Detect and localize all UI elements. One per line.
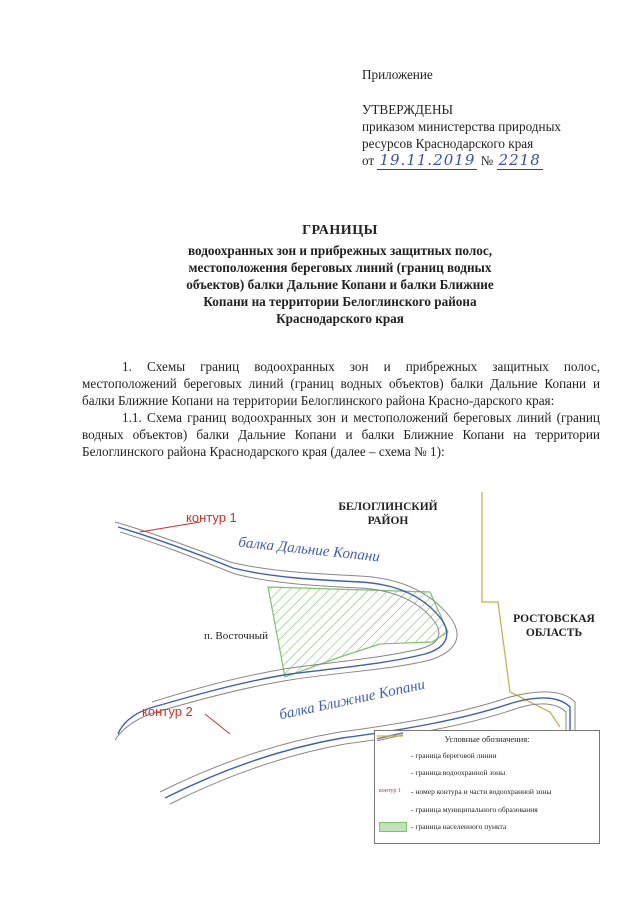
paragraph-1: 1. Схемы границ водоохранных зон и прибрежных защитных полос, местоположений береговых линий (границ водных объектов) балки Дальние Копани и балки Ближние Копани на территории Белоглинского района Красно-дарского края: bbox=[82, 359, 600, 408]
river-1-label: балка Дальние Копани bbox=[237, 534, 381, 566]
title-line-4: Копани на территории Белоглинского района bbox=[203, 294, 477, 309]
title-line-2: местоположения береговых линий (границ водных bbox=[188, 260, 492, 275]
title-line-5: Краснодарского края bbox=[276, 311, 404, 326]
approved-label: УТВЕРЖДЕНЫ bbox=[362, 102, 454, 117]
title-line-3: объектов) балки Дальние Копани и балки Ближние bbox=[186, 277, 494, 292]
date-prefix: от bbox=[362, 153, 375, 168]
order-line-1: приказом министерства природных bbox=[362, 119, 562, 134]
approval-block bbox=[362, 66, 632, 169]
legend-item-contour: контур 1 - номер контура и части водоохранной зоны bbox=[379, 786, 552, 796]
legend-item-settlement: - граница населенного пункта bbox=[375, 818, 599, 835]
legend-item-municipal: - граница муниципального образования bbox=[411, 805, 538, 814]
order-line-2: ресурсов Краснодарского края bbox=[362, 136, 534, 151]
document-title bbox=[130, 222, 550, 327]
handwritten-date: 19.11.2019 bbox=[379, 151, 476, 169]
contour-1-label: контур 1 bbox=[186, 510, 237, 525]
number-prefix: № bbox=[480, 153, 494, 168]
order-date-line bbox=[362, 152, 632, 169]
map-legend bbox=[374, 730, 600, 844]
legend-item-shoreline: - граница береговой линии bbox=[375, 747, 599, 764]
region-label-beloglinsky: БЕЛОГЛИНСКИЙ РАЙОН bbox=[338, 501, 438, 527]
region-label-rostov: РОСТОВСКАЯ ОБЛАСТЬ bbox=[513, 613, 595, 639]
legend-item-zone: - граница водоохранной зоны bbox=[375, 764, 599, 781]
handwritten-number: 2218 bbox=[498, 151, 541, 169]
river-2-label: балка Ближние Копани bbox=[277, 676, 427, 724]
contour-2-pointer bbox=[205, 714, 230, 734]
legend-title: Условные обозначения: bbox=[444, 734, 530, 744]
title-line-1: водоохранных зон и прибрежных защитных полос, bbox=[188, 243, 492, 258]
annex-label: Приложение bbox=[362, 67, 433, 82]
settlement-label: п. Восточный bbox=[204, 630, 268, 642]
scheme-map bbox=[80, 492, 610, 862]
paragraph-1-1: 1.1. Схема границ водоохранных зон и местоположений береговых линий (границ водных объектов) балки Дальние Копани и балки Ближние Копани на территории Белоглинского района Краснодарского края (далее – схема № 1): bbox=[82, 410, 600, 459]
contour-2-label: контур 2 bbox=[142, 704, 193, 719]
body-text bbox=[82, 358, 600, 460]
title-head: ГРАНИЦЫ bbox=[302, 223, 378, 238]
